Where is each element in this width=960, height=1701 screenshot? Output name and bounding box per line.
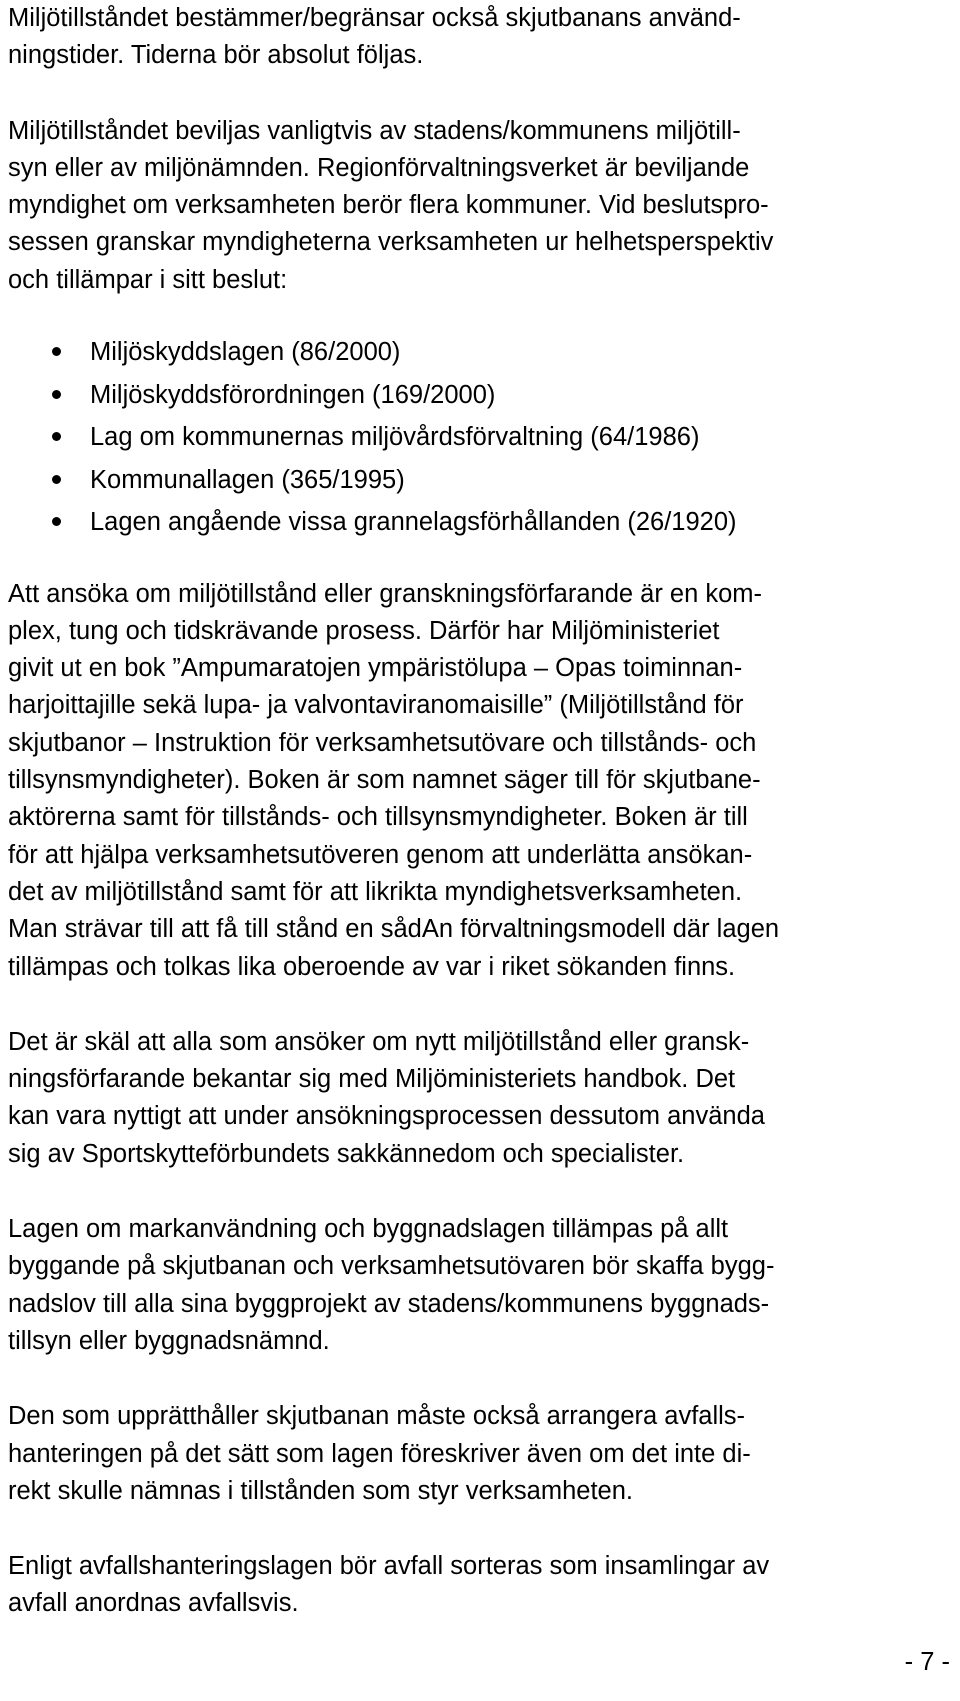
text-line: Enligt avfallshanteringslagen bör avfall sorteras som insamlingar av (8, 1552, 770, 1581)
paragraph-gap (8, 75, 956, 113)
text-line: det av miljötillstånd samt för att likrikta myndighetsverksamheten. (8, 877, 743, 906)
paragraph-gap (8, 544, 956, 576)
text-line: ningstider. Tiderna bör absolut följas. (8, 41, 424, 70)
paragraph-waste-sorting (8, 1548, 956, 1623)
document-page (8, 0, 956, 1623)
bullet-icon (52, 390, 61, 399)
paragraph-gap (8, 1510, 956, 1548)
law-list-label: Miljöskyddslagen (86/2000) (90, 338, 401, 367)
text-line: tillsynsmyndigheter). Boken är som namnet säger till för skjutbane- (8, 766, 761, 795)
text-line: nadslov till alla sina byggprojekt av stadens/kommunens byggnads- (8, 1289, 770, 1318)
law-list-label: Lag om kommunernas miljövårdsförvaltning (64/1986) (90, 423, 700, 452)
text-line: harjoittajille sekä lupa- ja valvontaviranomaisille” (Miljötillstånd för (8, 691, 744, 720)
text-line: rekt skulle nämnas i tillstånden som styr verksamheten. (8, 1476, 633, 1505)
text-line: Lagen om markanvändning och byggnadslagen tillämpas på allt (8, 1215, 729, 1244)
paragraph-usage-times (8, 0, 956, 75)
paragraph-environmental-permit (8, 113, 956, 299)
text-line: Miljötillståndet beviljas vanligtvis av stadens/kommunens miljötill- (8, 116, 741, 145)
text-line: syn eller av miljönämnden. Regionförvaltningsverket är beviljande (8, 153, 750, 182)
text-line: avfall anordnas avfallsvis. (8, 1589, 299, 1618)
text-line: Det är skäl att alla som ansöker om nytt miljötillstånd eller gransk- (8, 1027, 750, 1056)
paragraph-gap (8, 986, 956, 1024)
paragraph-gap (8, 1173, 956, 1211)
page-number: - 7 - (904, 1648, 950, 1676)
paragraph-land-use (8, 1211, 956, 1360)
text-line: kan vara nyttigt att under ansökningsprocessen dessutom använda (8, 1102, 765, 1131)
bullet-icon (52, 475, 61, 484)
text-line: och tillämpar i sitt beslut: (8, 265, 288, 294)
law-bullet-list (8, 331, 956, 544)
text-line: Man strävar till att få till stånd en sådAn förvaltningsmodell där lagen (8, 915, 780, 944)
text-line: byggande på skjutbanan och verksamhetsutövaren bör skaffa bygg- (8, 1252, 775, 1281)
text-line: tillämpas och tolkas lika oberoende av var i riket sökanden finns. (8, 952, 736, 981)
text-line: tillsyn eller byggnadsnämnd. (8, 1326, 330, 1355)
text-line: givit ut en bok ”Ampumaratojen ympäristölupa – Opas toiminnan- (8, 654, 743, 683)
law-list-item (8, 501, 956, 544)
text-line: myndighet om verksamheten berör flera kommuner. Vid beslutspro- (8, 191, 769, 220)
text-line: plex, tung och tidskrävande prosess. Därför har Miljöministeriet (8, 616, 720, 645)
text-line: sig av Sportskytteförbundets sakkännedom och specialister. (8, 1139, 685, 1168)
text-line: Miljötillståndet bestämmer/begränsar också skjutbanans använd- (8, 4, 741, 32)
text-line: skjutbanor – Instruktion för verksamhetsutövare och tillstånds- och (8, 728, 757, 757)
paragraph-handbook (8, 1024, 956, 1173)
paragraph-waste-management (8, 1398, 956, 1510)
law-list-item (8, 331, 956, 374)
law-list-item (8, 374, 956, 417)
paragraph-permit-process (8, 576, 956, 986)
bullet-icon (52, 432, 61, 441)
text-line: ningsförfarande bekantar sig med Miljöministeriets handbok. Det (8, 1065, 736, 1094)
text-line: sessen granskar myndigheterna verksamheten ur helhetsperspektiv (8, 228, 774, 257)
law-list-label: Lagen angående vissa grannelagsförhållanden (26/1920) (90, 508, 737, 537)
text-line: Att ansöka om miljötillstånd eller granskningsförfarande är en kom- (8, 579, 763, 608)
paragraph-gap (8, 1360, 956, 1398)
bullet-icon (52, 347, 61, 356)
law-list-label: Kommunallagen (365/1995) (90, 465, 405, 494)
law-list-label: Miljöskyddsförordningen (169/2000) (90, 380, 496, 409)
law-list-item (8, 459, 956, 502)
text-line: för att hjälpa verksamhetsutöveren genom att underlätta ansökan- (8, 840, 753, 869)
text-line: aktörerna samt för tillstånds- och tillsynsmyndigheter. Boken är till (8, 803, 748, 832)
bullet-icon (52, 517, 61, 526)
law-list-item (8, 416, 956, 459)
text-line: Den som upprätthåller skjutbanan måste också arrangera avfalls- (8, 1402, 746, 1431)
paragraph-gap (8, 299, 956, 331)
text-line: hanteringen på det sätt som lagen föreskriver även om det inte di- (8, 1439, 751, 1468)
